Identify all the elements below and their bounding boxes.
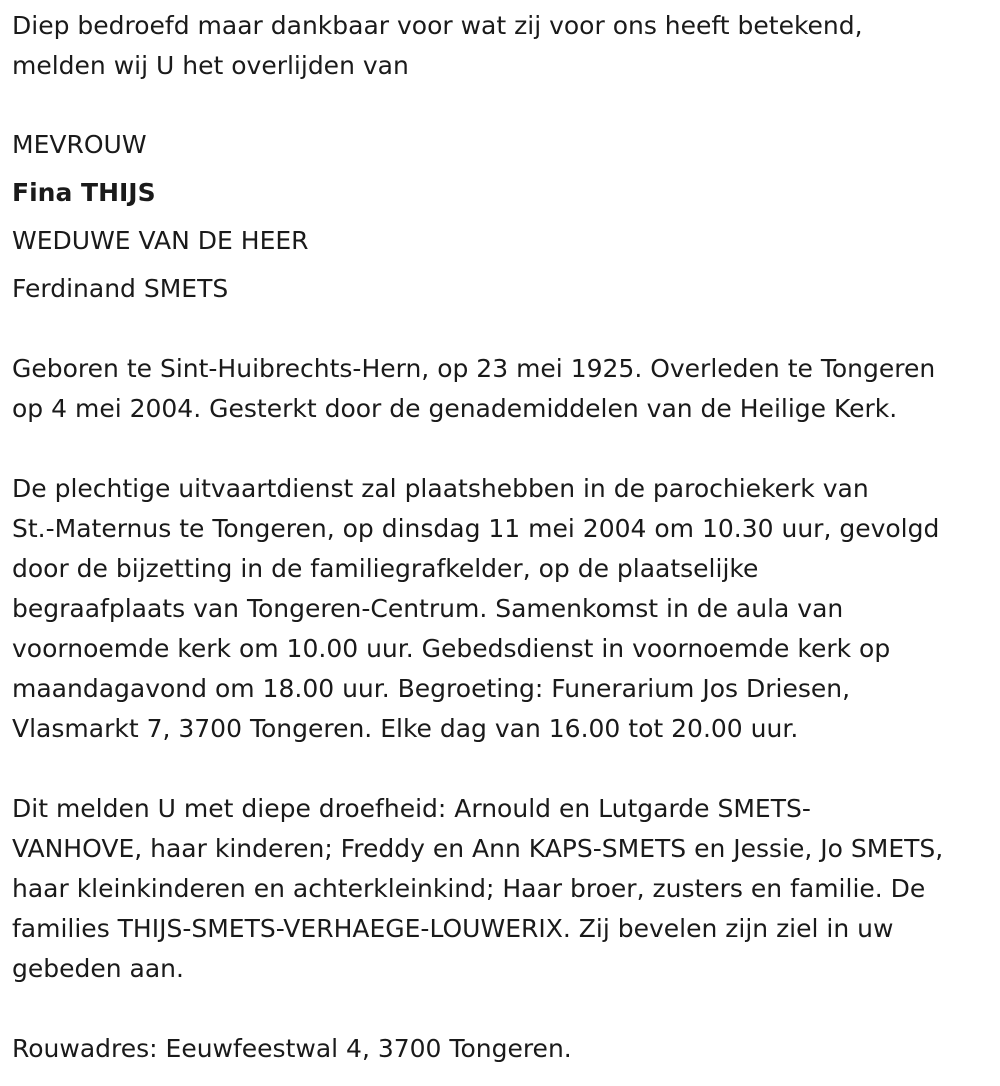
family-line: gebeden aan. [12,954,184,983]
deceased-relation: WEDUWE VAN DE HEER [12,226,309,255]
service-line: De plechtige uitvaartdienst zal plaatshebben in de parochiekerk van [12,474,869,503]
birth-death-line-1: Geboren te Sint-Huibrechts-Hern, op 23 mei 1925. Overleden te Tongeren [12,354,936,383]
family-line: VANHOVE, haar kinderen; Freddy en Ann KAPS-SMETS en Jessie, Jo SMETS, [12,834,944,863]
service-line: voornoemde kerk om 10.00 uur. Gebedsdienst in voornoemde kerk op [12,634,891,663]
intro-line-2: melden wij U het overlijden van [12,51,409,80]
family-line: haar kleinkinderen en achterkleinkind; Haar broer, zusters en familie. De [12,874,926,903]
service-line: St.-Maternus te Tongeren, op dinsdag 11 mei 2004 om 10.30 uur, gevolgd [12,514,940,543]
service-line: maandagavond om 18.00 uur. Begroeting: Funerarium Jos Driesen, [12,674,851,703]
deceased-name: Fina THIJS [12,178,156,207]
deceased-title: MEVROUW [12,130,147,159]
deceased-spouse: Ferdinand SMETS [12,274,229,303]
family-line: Dit melden U met diepe droefheid: Arnould en Lutgarde SMETS- [12,794,811,823]
family-line: families THIJS-SMETS-VERHAEGE-LOUWERIX. Zij bevelen zijn ziel in uw [12,914,894,943]
service-line: door de bijzetting in de familiegrafkelder, op de plaatselijke [12,554,759,583]
intro-line-1: Diep bedroefd maar dankbaar voor wat zij voor ons heeft betekend, [12,11,863,40]
mourning-address: Rouwadres: Eeuwfeestwal 4, 3700 Tongeren. [12,1034,572,1063]
service-line: Vlasmarkt 7, 3700 Tongeren. Elke dag van 16.00 tot 20.00 uur. [12,714,799,743]
birth-death-line-2: op 4 mei 2004. Gesterkt door de genademiddelen van de Heilige Kerk. [12,394,898,423]
service-line: begraafplaats van Tongeren-Centrum. Samenkomst in de aula van [12,594,844,623]
